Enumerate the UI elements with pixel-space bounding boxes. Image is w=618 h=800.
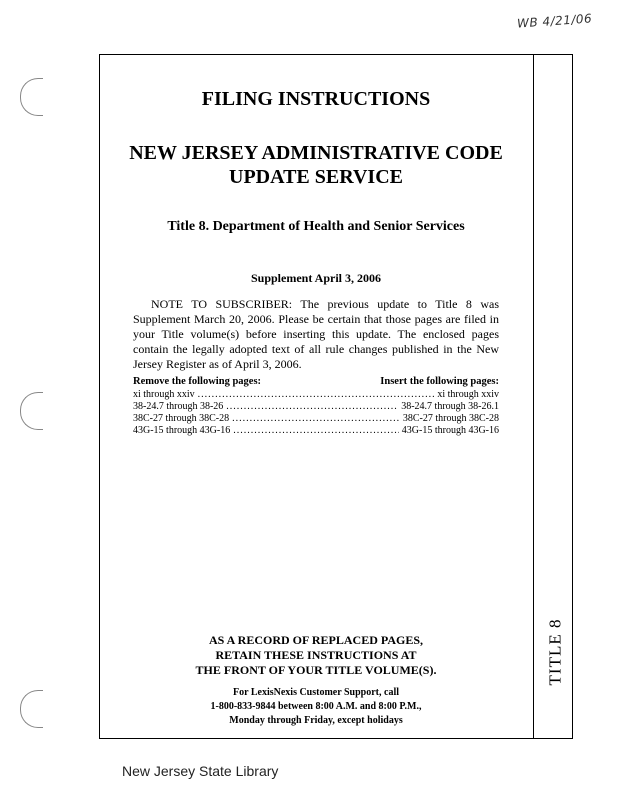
insert-pages: 38-24.7 through 38-26.1 — [401, 401, 499, 412]
code-heading-line2: UPDATE SERVICE — [229, 166, 403, 188]
pages-table — [133, 376, 499, 437]
insert-pages: 38C-27 through 38C-28 — [402, 413, 499, 424]
supplement-date: Supplement April 3, 2006 — [250, 271, 382, 285]
support-info — [100, 686, 532, 728]
tab-divider — [533, 54, 534, 739]
remove-pages: 43G-15 through 43G-16 — [133, 425, 231, 436]
record-notice — [100, 633, 532, 678]
punch-hole — [20, 690, 43, 728]
pages-table-header — [133, 376, 499, 389]
handwritten-annotation: WB 4/21/06 — [516, 11, 593, 31]
support-info-line2: 1-800-833-9844 between 8:00 A.M. and 8:00 P.M., — [210, 701, 422, 712]
support-info-line3: Monday through Friday, except holidays — [229, 715, 403, 726]
dot-leader — [198, 389, 435, 400]
department-heading: Title 8. Department of Health and Senior Services — [167, 219, 465, 234]
remove-pages: 38C-27 through 38C-28 — [133, 413, 230, 424]
remove-header: Remove the following pages: — [133, 376, 262, 387]
page-title: FILING INSTRUCTIONS — [201, 88, 431, 110]
remove-pages: xi through xxiv — [133, 389, 195, 400]
punch-hole — [20, 78, 43, 116]
code-heading — [100, 141, 532, 189]
code-heading-line1: NEW JERSEY ADMINISTRATIVE CODE — [129, 142, 503, 164]
insert-header: Insert the following pages: — [380, 376, 499, 387]
insert-pages: 43G-15 through 43G-16 — [401, 425, 499, 436]
dot-leader — [226, 401, 398, 412]
table-row — [133, 389, 499, 401]
record-notice-line3: THE FRONT OF YOUR TITLE VOLUME(S). — [195, 663, 437, 677]
library-stamp: New Jersey State Library — [122, 763, 279, 779]
title-tab — [538, 612, 572, 692]
record-notice-line1: AS A RECORD OF REPLACED PAGES, — [208, 633, 424, 647]
subscriber-note — [133, 297, 499, 372]
table-row — [133, 401, 499, 413]
dot-leader — [232, 413, 400, 424]
dot-leader — [233, 425, 399, 436]
insert-pages: xi through xxiv — [437, 389, 499, 400]
support-info-line1: For LexisNexis Customer Support, call — [232, 687, 399, 698]
title-tab-label: TITLE 8 — [545, 618, 565, 686]
table-row — [133, 425, 499, 437]
record-notice-line2: RETAIN THESE INSTRUCTIONS AT — [215, 648, 417, 662]
punch-hole — [20, 392, 43, 430]
subscriber-note-text: NOTE TO SUBSCRIBER: The previous update to Title 8 was Supplement March 20, 2006. Please be certain that those pages are filed in your Title volume(s) before inserting this update. The enclosed pages contain the legally adopted text of all rule changes published in the New Jersey Register as of April 3, 2006. — [133, 297, 499, 371]
remove-pages: 38-24.7 through 38-26 — [133, 401, 224, 412]
table-row — [133, 413, 499, 425]
